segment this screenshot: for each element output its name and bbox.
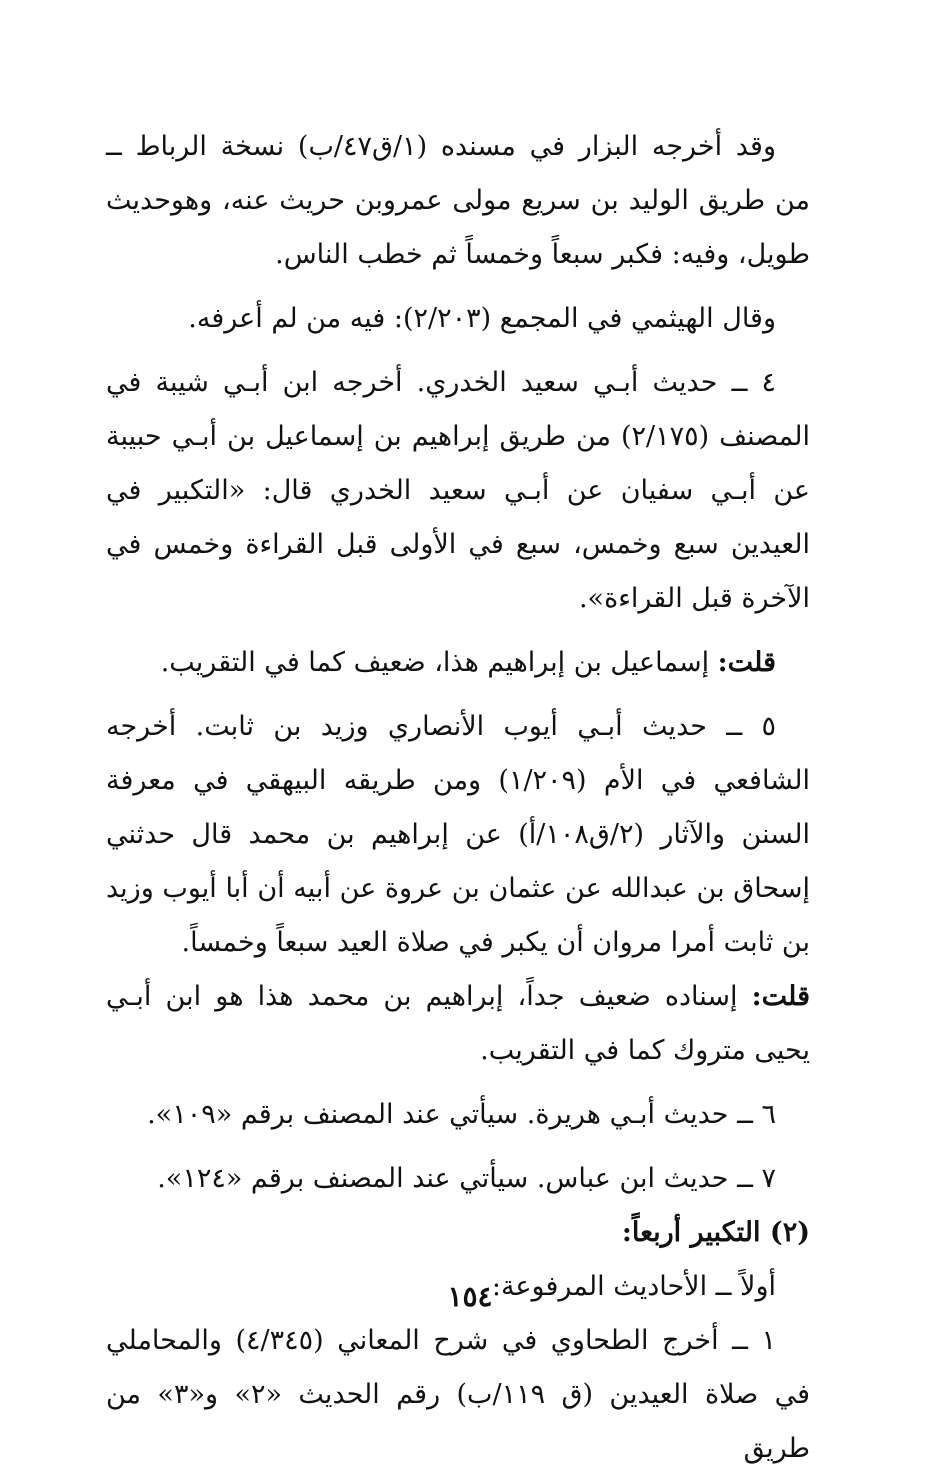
paragraph-comment-1: [106, 636, 810, 690]
section-heading: (٢) التكبير أربعاً:: [621, 1217, 810, 1248]
comment-text: إسناده ضعيف جداً، إبراهيم بن محمد هذا هو ابن أبـي يحيى متروك كما في التقريب.: [106, 981, 810, 1066]
comment-lead: قلت:: [751, 981, 810, 1012]
paragraph-hadith-5: ٥ ــ حديث أبـي أيوب الأنصاري وزيد بن ثابت. أخرجه الشافعي في الأم (١/٢٠٩) ومن طريقه البيهقي في معرفة السنن والآثار (٢/ق١٠٨/أ) عن إبراهيم بن محمد قال حدثني إسحاق بن عبدالله عن عثمان بن عروة عن أبيه أن أبا أيوب وزيد بن ثابت أمرا مروان أن يكبر في صلاة العيد سبعاً وخمساً.: [106, 711, 810, 958]
paragraph-hadith-4: ٤ ــ حديث أبـي سعيد الخدري. أخرجه ابن أبـي شيبة في المصنف (٢/١٧٥) من طريق إبراهيم بن إسماعيل بن أبـي حبيبة عن أبـي سفيان عن أبـي سعيد الخدري قال: «التكبير في العيدين سبع وخمس، سبع في الأولى قبل القراءة وخمس في الآخرة قبل القراءة».: [106, 367, 810, 614]
paragraph-comment-2: [106, 970, 810, 1078]
paragraph-hadith-6: ٦ ــ حديث أبـي هريرة. سيأتي عند المصنف برقم «١٠٩».: [147, 1099, 776, 1130]
paragraph-bazzar: وقد أخرجه البزار في مسنده (١/ق٤٧/ب) نسخة الرباط ــ من طريق الوليد بن سريع مولى عمروبن حريث عنه، وهوحديث طويل، وفيه: فكبر سبعاً وخمساً ثم خطب الناس.: [106, 131, 810, 270]
page-number: ١٥٤: [447, 1280, 493, 1313]
paragraph-hadith-7: ٧ ــ حديث ابن عباس. سيأتي عند المصنف برقم «١٢٤».: [157, 1163, 776, 1194]
comment-lead: قلت:: [717, 647, 776, 678]
subheading: أولاً ــ الأحاديث المرفوعة:: [491, 1271, 776, 1302]
page-body: [106, 120, 810, 1476]
paragraph-tahawi: ١ ــ أخرج الطحاوي في شرح المعاني (٤/٣٤٥) والمحاملي في صلاة العيدين (ق ١١٩/ب) رقم الحديث «٢» و«٣» من طريق: [106, 1325, 810, 1464]
paragraph-haythami: وقال الهيثمي في المجمع (٢/٢٠٣): فيه من لم أعرفه.: [188, 303, 776, 334]
comment-text: إسماعيل بن إبراهيم هذا، ضعيف كما في التقريب.: [160, 647, 718, 678]
